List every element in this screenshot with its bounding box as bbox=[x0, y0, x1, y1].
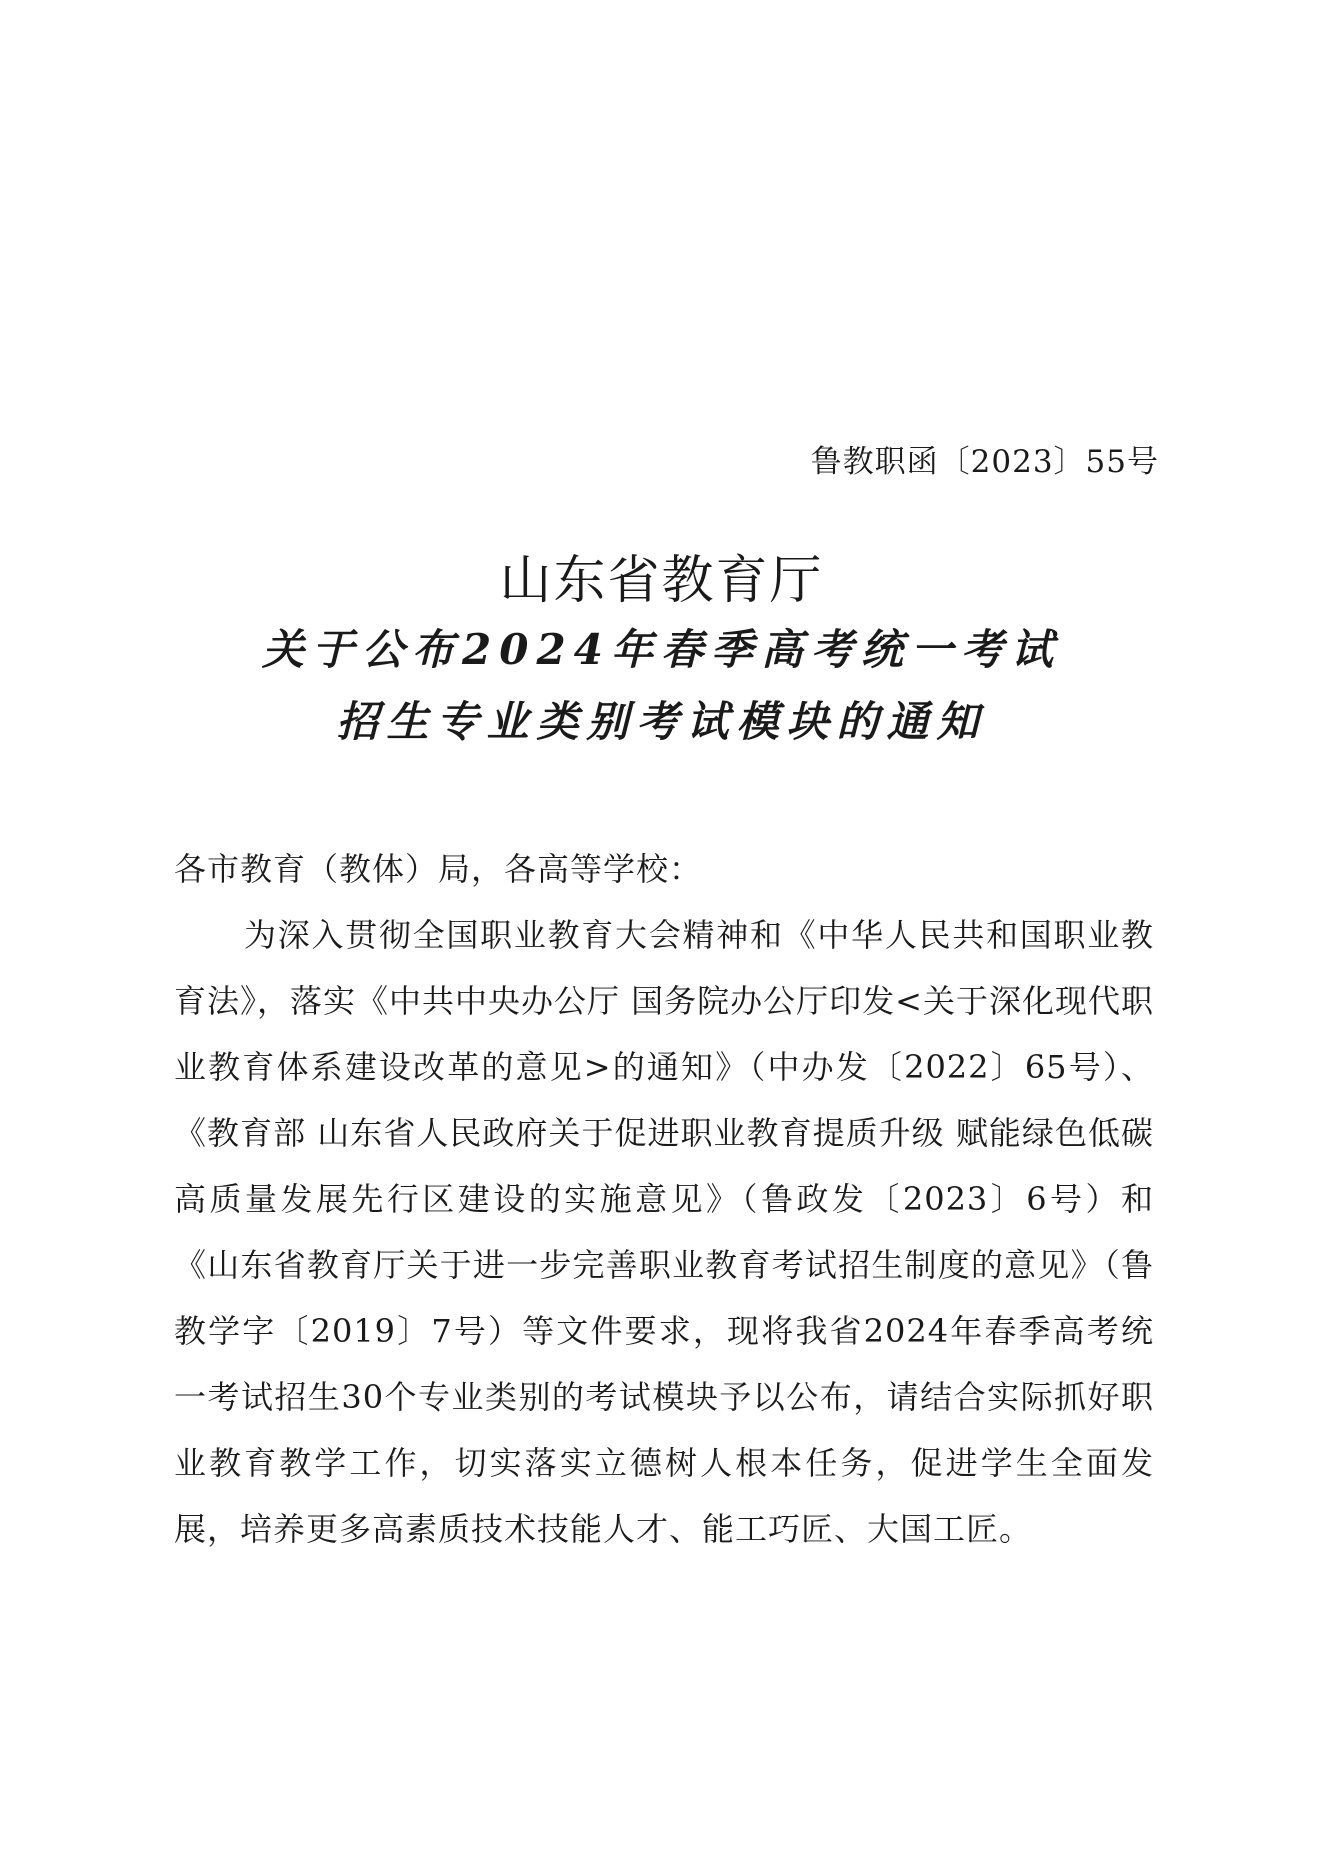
document-body bbox=[174, 836, 1154, 1562]
body-paragraph: 为深入贯彻全国职业教育大会精神和《中华人民共和国职业教育法》，落实《中共中央办公厅 国务院办公厅印发<关于深化现代职业教育体系建设改革的意见>的通知》（中办发〔2022〕65号）、《教育部 山东省人民政府关于促进职业教育提质升级 赋能绿色低碳高质量发展先行区建设的实施意见》（鲁政发〔2023〕6号）和《山东省教育厅关于进一步完善职业教育考试招生制度的意见》（鲁教学字〔2019〕7号）等文件要求，现将我省2024年春季高考统一考试招生30个专业类别的考试模块予以公布，请结合实际抓好职业教育教学工作，切实落实立德树人根本任务，促进学生全面发展，培养更多高素质技术技能人才、能工巧匠、大国工匠。 bbox=[174, 916, 1154, 1548]
document-title bbox=[0, 548, 1323, 758]
document-number: 鲁教职函〔2023〕55号 bbox=[810, 444, 1159, 480]
issuer-title: 山东省教育厅 bbox=[499, 551, 824, 611]
notice-title-line-1: 关于公布2024年春季高考统一考试 bbox=[262, 625, 1061, 674]
salutation: 各市教育（教体）局，各高等学校： bbox=[174, 850, 703, 888]
notice-title-line-2: 招生专业类别考试模块的通知 bbox=[336, 697, 987, 746]
